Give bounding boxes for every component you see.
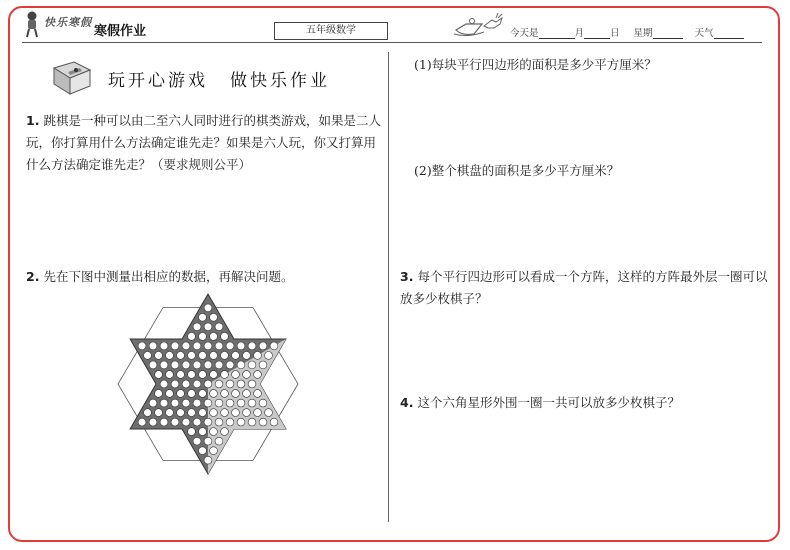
board-hole (221, 352, 229, 360)
board-hole (210, 313, 218, 321)
board-hole (188, 352, 196, 360)
board-hole (243, 371, 251, 379)
board-hole (193, 323, 201, 331)
board-hole (237, 418, 245, 426)
board-hole (204, 456, 212, 464)
board-hole (215, 342, 223, 350)
board-hole (199, 409, 207, 417)
board-hole (248, 418, 256, 426)
mascot-icon (22, 10, 42, 38)
board-hole (171, 361, 179, 369)
board-hole (171, 418, 179, 426)
book-pen-icon (50, 58, 94, 98)
board-hole (265, 409, 273, 417)
board-hole (210, 352, 218, 360)
board-hole (248, 380, 256, 388)
header-divider (22, 42, 762, 43)
board-hole (193, 342, 201, 350)
board-hole (155, 390, 163, 398)
board-hole (221, 390, 229, 398)
board-hole (204, 304, 212, 312)
board-hole (188, 371, 196, 379)
board-hole (221, 409, 229, 417)
board-hole (199, 313, 207, 321)
board-hole (182, 342, 190, 350)
logo-text: 快乐寒假 (44, 16, 92, 29)
board-hole (204, 380, 212, 388)
question-3-text: 每个平行四边形可以看成一个方阵，这样的方阵最外层一圈可以放多少枚棋子？ (400, 269, 768, 306)
board-hole (182, 380, 190, 388)
today-label: 今天是 (510, 28, 539, 39)
column-divider (388, 52, 389, 522)
section-title (108, 66, 330, 91)
board-hole (138, 342, 146, 350)
question-4 (400, 392, 772, 414)
board-hole (226, 361, 234, 369)
weather-blank[interactable] (714, 28, 744, 39)
grade-label: 五年级数学 (274, 22, 388, 40)
board-hole (270, 342, 278, 350)
board-hole (254, 352, 262, 360)
board-hole (138, 418, 146, 426)
board-hole (193, 380, 201, 388)
weekday-label: 星期 (633, 28, 653, 39)
board-hole (254, 390, 262, 398)
board-hole (199, 352, 207, 360)
board-hole (182, 361, 190, 369)
question-2-text: 先在下图中测量出相应的数据，再解决问题。 (43, 269, 294, 284)
board-hole (232, 390, 240, 398)
board-hole (265, 352, 273, 360)
board-hole (221, 333, 229, 341)
board-hole (155, 352, 163, 360)
board-hole (259, 399, 267, 407)
board-hole (149, 418, 157, 426)
question-3-number: 3. (400, 269, 414, 284)
board-hole (237, 380, 245, 388)
board-hole (166, 390, 174, 398)
board-hole (204, 323, 212, 331)
question-3 (400, 266, 772, 310)
board-hole (160, 361, 168, 369)
board-hole (243, 352, 251, 360)
question-2-sub-1-text: (1)每块平行四边形的面积是多少平方厘米？ (414, 57, 657, 72)
board-hole (248, 361, 256, 369)
board-hole (171, 399, 179, 407)
section-title-left: 玩开心游戏 (108, 71, 208, 91)
question-2 (26, 266, 382, 288)
board-hole (155, 409, 163, 417)
month-blank[interactable] (539, 28, 575, 39)
board-hole (188, 333, 196, 341)
board-hole (188, 428, 196, 436)
board-hole (182, 418, 190, 426)
board-hole (171, 342, 179, 350)
board-hole (199, 428, 207, 436)
question-2-sub-2-text: (2)整个棋盘的面积是多少平方厘米？ (414, 163, 620, 178)
board-hole (177, 409, 185, 417)
board-hole (215, 380, 223, 388)
board-hole (155, 371, 163, 379)
board-hole (193, 437, 201, 445)
board-hole (232, 409, 240, 417)
board-hole (160, 399, 168, 407)
board-hole (160, 342, 168, 350)
board-hole (166, 352, 174, 360)
board-hole (215, 418, 223, 426)
board-hole (193, 361, 201, 369)
board-hole (149, 342, 157, 350)
board-hole (226, 342, 234, 350)
board-hole (210, 333, 218, 341)
question-4-text: 这个六角星形外围一圈一共可以放多少枚棋子？ (417, 395, 680, 410)
board-hole (204, 437, 212, 445)
board-hole (210, 447, 218, 455)
question-2-sub-1 (414, 54, 774, 76)
board-hole (199, 371, 207, 379)
board-hole (254, 409, 262, 417)
question-2-sub-2 (414, 160, 774, 182)
board-hole (232, 371, 240, 379)
board-hole (232, 352, 240, 360)
question-1-text: 跳棋是一种可以由二至六人同时进行的棋类游戏，如果是二人玩，你打算用什么方法确定谁先走？如果是六人玩，你又打算用什么方法确定谁先走？（要求规则公平） (26, 113, 381, 172)
board-hole (149, 399, 157, 407)
board-hole (204, 342, 212, 350)
board-hole (144, 409, 152, 417)
board-hole (204, 361, 212, 369)
board-hole (248, 342, 256, 350)
board-hole (177, 371, 185, 379)
board-hole (210, 371, 218, 379)
day-blank[interactable] (584, 28, 610, 39)
board-hole (144, 352, 152, 360)
weekday-blank[interactable] (653, 28, 683, 39)
board-hole (259, 342, 267, 350)
board-hole (199, 447, 207, 455)
section-title-right: 做快乐作业 (230, 71, 330, 91)
day-label: 日 (610, 28, 620, 39)
board-hole (259, 418, 267, 426)
board-hole (149, 361, 157, 369)
board-hole (160, 380, 168, 388)
board-hole (171, 380, 179, 388)
board-hole (270, 418, 278, 426)
board-hole (177, 390, 185, 398)
board-hole (210, 428, 218, 436)
board-hole (254, 371, 262, 379)
board-hole (188, 409, 196, 417)
board-hole (160, 418, 168, 426)
weather-label: 天气 (694, 28, 714, 39)
chinese-checkers-board (104, 290, 312, 476)
board-hole (204, 418, 212, 426)
board-hole (243, 409, 251, 417)
brand-title: 寒假作业 (94, 24, 147, 39)
board-hole (237, 399, 245, 407)
board-hole (193, 399, 201, 407)
board-hole (215, 399, 223, 407)
board-hole (166, 409, 174, 417)
board-hole (259, 361, 267, 369)
board-hole (215, 437, 223, 445)
board-hole (237, 342, 245, 350)
board-hole (248, 399, 256, 407)
board-hole (226, 380, 234, 388)
board-hole (199, 390, 207, 398)
board-hole (237, 361, 245, 369)
board-hole (221, 428, 229, 436)
board-hole (199, 333, 207, 341)
question-1 (26, 110, 382, 176)
board-hole (210, 409, 218, 417)
question-4-number: 4. (400, 395, 414, 410)
board-hole (243, 390, 251, 398)
board-hole (226, 418, 234, 426)
board-hole (215, 323, 223, 331)
board-hole (182, 399, 190, 407)
board-hole (166, 371, 174, 379)
board-hole (221, 371, 229, 379)
month-label: 月 (574, 28, 585, 39)
board-hole (215, 361, 223, 369)
board-hole (193, 418, 201, 426)
question-2-number: 2. (26, 269, 40, 284)
question-1-number: 1. (26, 113, 40, 128)
board-hole (188, 390, 196, 398)
board-hole (226, 399, 234, 407)
board-hole (210, 390, 218, 398)
date-fields (510, 25, 744, 39)
sleigh-icon (452, 10, 508, 38)
board-hole (177, 352, 185, 360)
board-hole (204, 399, 212, 407)
